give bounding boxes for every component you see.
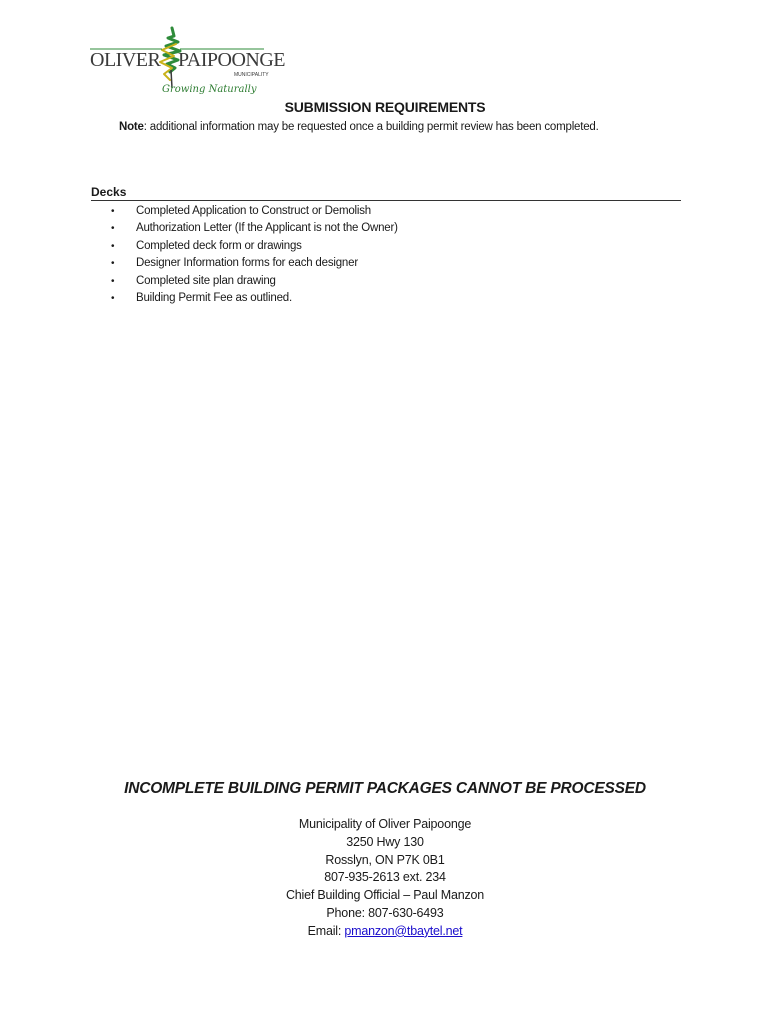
list-item-text: Authorization Letter (If the Applicant is not the Owner)	[136, 222, 398, 235]
incomplete-warning: INCOMPLETE BUILDING PERMIT PACKAGES CANNOT BE PROCESSED	[124, 780, 646, 797]
bullet-icon: •	[111, 292, 115, 304]
list-item	[108, 220, 398, 237]
tree-icon	[160, 28, 180, 88]
logo-word-left: OLIVER	[90, 49, 161, 71]
list-item	[108, 255, 398, 272]
bullet-icon: •	[111, 223, 115, 235]
list-item-text: Designer Information forms for each designer	[136, 257, 358, 270]
list-item-text: Completed site plan drawing	[136, 274, 276, 287]
requirements-list	[108, 203, 398, 307]
municipality-logo	[88, 24, 286, 100]
list-item-text: Building Permit Fee as outlined.	[136, 291, 292, 304]
logo-word-right: PAIPOONGE	[178, 49, 286, 71]
email-link[interactable]: pmanzon@tbaytel.net	[344, 923, 463, 938]
list-item	[108, 290, 398, 307]
contact-phone: Phone: 807-630-6493	[326, 905, 444, 920]
list-item-text: Completed deck form or drawings	[136, 239, 302, 252]
list-item	[108, 273, 398, 290]
contact-address-line1: 3250 Hwy 130	[346, 834, 424, 849]
logo-subtitle: MUNICIPALITY	[234, 72, 269, 78]
bullet-icon: •	[111, 275, 115, 287]
note-line	[119, 121, 599, 133]
section-heading-decks: Decks	[91, 185, 681, 201]
page-title: SUBMISSION REQUIREMENTS	[284, 99, 486, 115]
contact-org: Municipality of Oliver Paipoonge	[298, 817, 472, 831]
list-item	[108, 238, 398, 255]
logo-tagline: Growing Naturally	[162, 84, 257, 95]
note-label: Note	[119, 121, 144, 133]
list-item	[108, 203, 398, 220]
note-text: : additional information may be requested once a building permit review has been completed.	[143, 121, 599, 133]
contact-official: Chief Building Official – Paul Manzon	[285, 888, 485, 903]
contact-block	[0, 816, 770, 941]
contact-address-line2: Rosslyn, ON P7K 0B1	[325, 852, 445, 867]
bullet-icon: •	[111, 258, 115, 270]
email-label: Email:	[307, 923, 345, 938]
list-item-text: Completed Application to Construct or Demolish	[136, 205, 371, 217]
bullet-icon: •	[111, 206, 115, 217]
contact-email-line	[0, 923, 770, 941]
bullet-icon: •	[111, 240, 115, 252]
contact-main-phone: 807-935-2613 ext. 234	[324, 870, 446, 885]
